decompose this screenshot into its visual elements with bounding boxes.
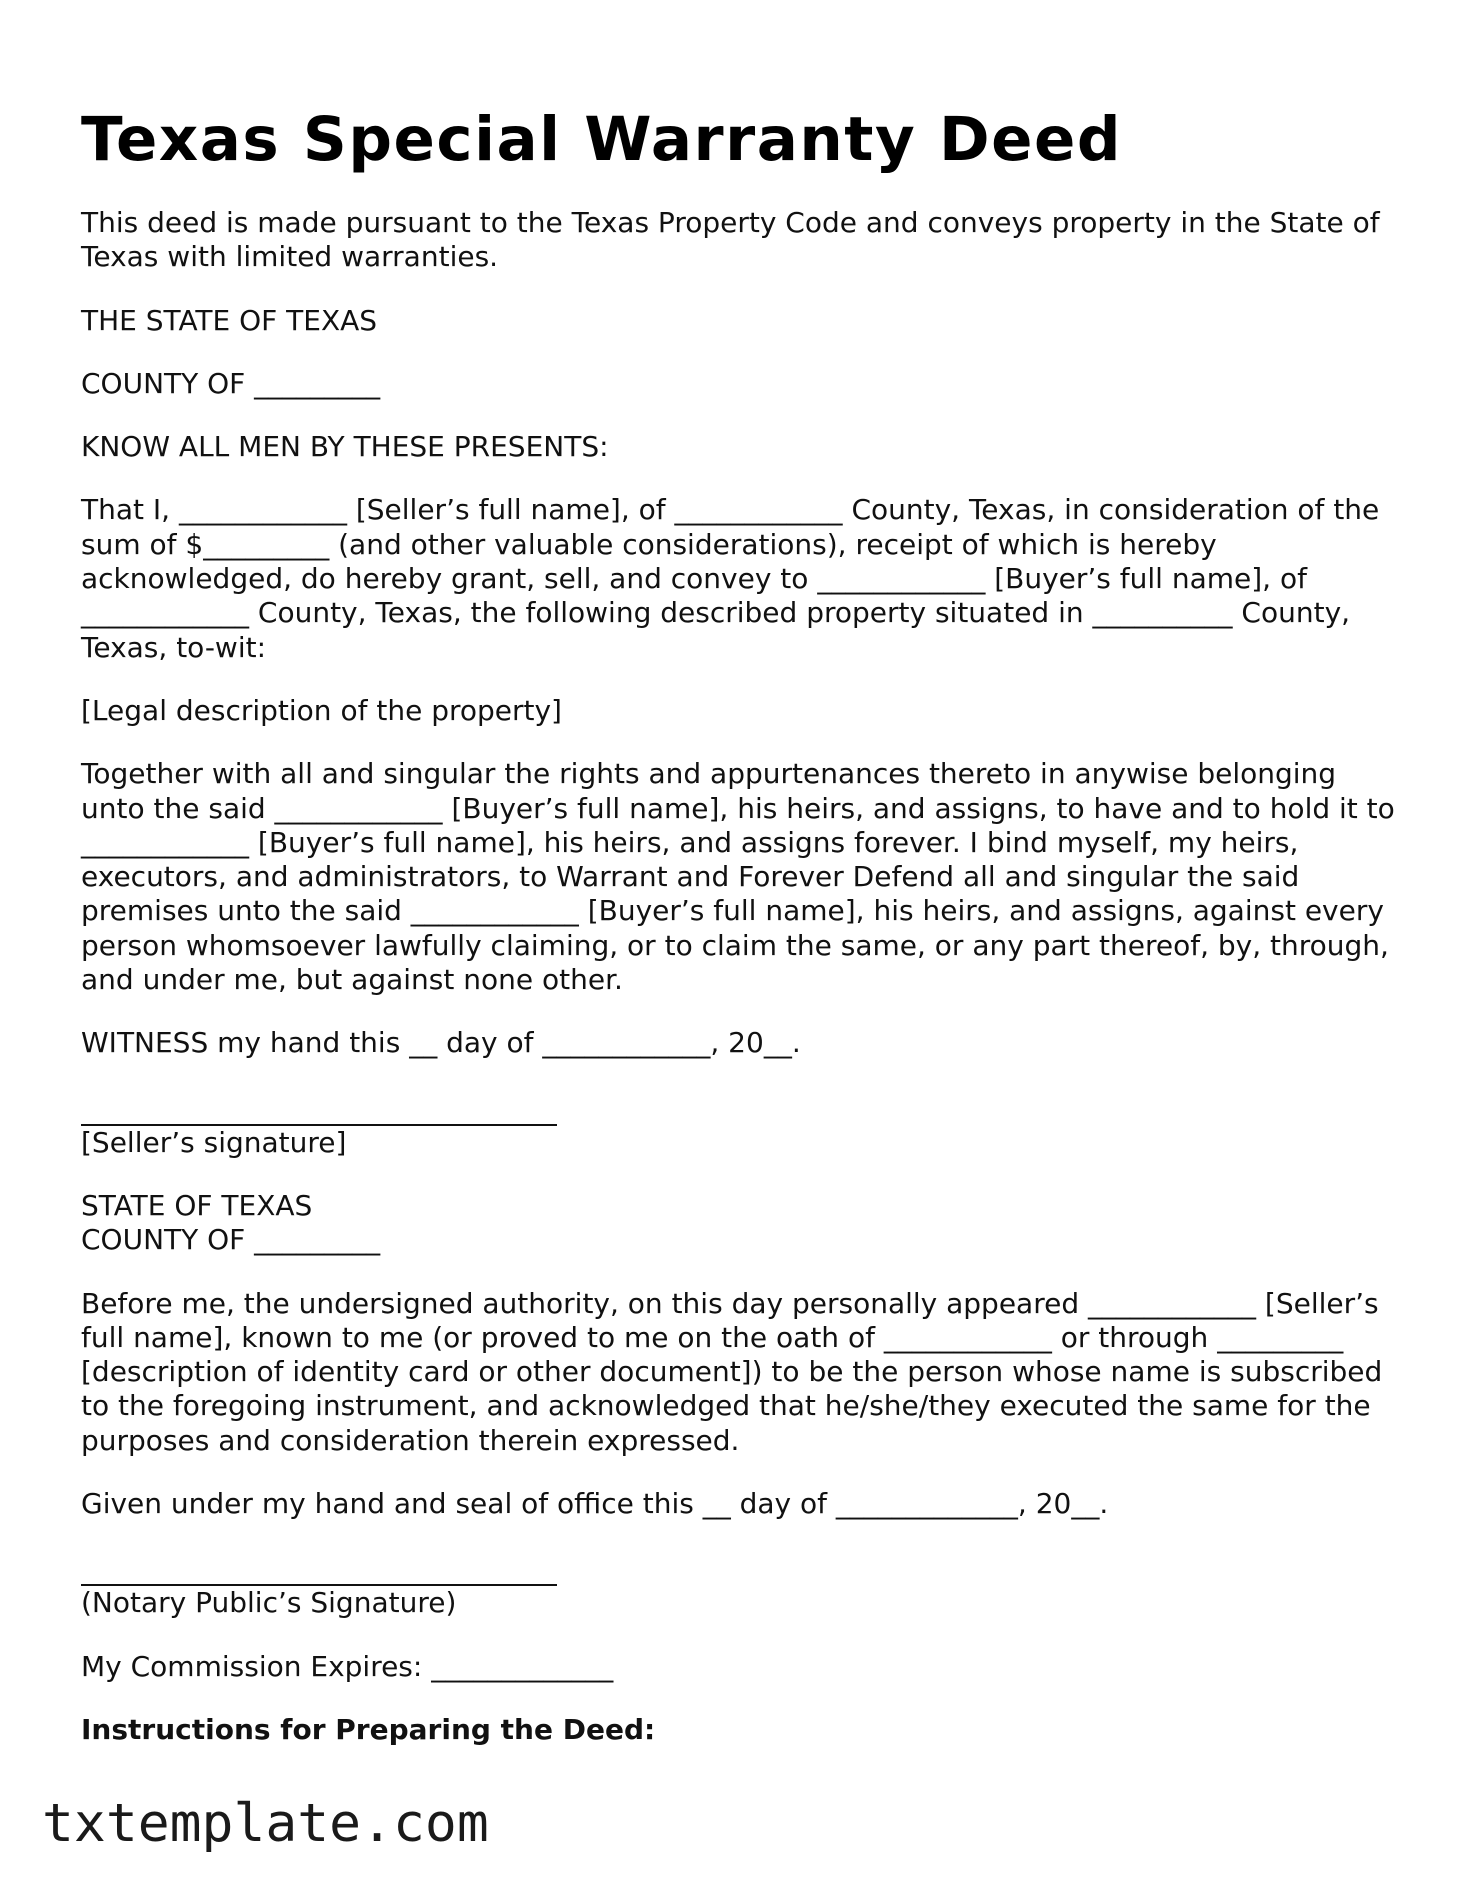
legal-description: [Legal description of the property] [81,693,562,727]
ack-state: STATE OF TEXAS [81,1188,313,1222]
seller-signature-block [81,1124,1401,1160]
given-under-line: Given under my hand and seal of office this __ day of _____________, 20__. [81,1487,1109,1521]
commission-expires-line: My Commission Expires: _____________ [81,1649,614,1683]
habendum-paragraph: Together with all and singular the rights and appurtenances thereto in anywise belonging unto the said ____________ [Buyer’s full name], his heirs, and assigns, to have and to hold it to ____________ [Buyer’s full name], his heirs, and assigns forever. I bind myself, my heirs, executors, and administrators, to Warrant and Forever Defend all and singular the said premises unto the said ____________ [Buyer’s full name], his heirs, and assigns, against every person whomsoever lawfully claiming, or to claim the same, or any part thereof, by, through, and under me, but against none other. [81,757,1404,997]
acknowledgment-paragraph: Before me, the undersigned authority, on this day personally appeared ____________ [Seller’s full name], known to me (or proved to me on the oath of ____________ or through _________ [description of identity card or other document]) to be the person whose name is subscribed to the foregoing instrument, and acknowledged that he/she/they executed the same for the purposes and consideration therein expressed. [81,1286,1392,1457]
know-all-men-line: KNOW ALL MEN BY THESE PRESENTS: [81,430,609,464]
witness-line: WITNESS my hand this __ day of ____________, 20__. [81,1026,801,1060]
instructions-heading: Instructions for Preparing the Deed: [81,1712,656,1746]
state-heading: THE STATE OF TEXAS [81,303,378,337]
seller-signature-label: [Seller’s signature] [81,1125,347,1159]
ack-county: COUNTY OF _________ [81,1223,381,1257]
notary-signature-block [81,1584,1401,1620]
conveyance-paragraph: That I, ____________ [Seller’s full name], of ____________ County, Texas, in consideration of the sum of $_________ (and other valuable considerations), receipt of which is hereby acknowledged, do hereby grant, sell, and convey to ____________ [Buyer’s full name], of ____________ County, Texas, the following described property situated in __________ County, Texas, to-wit: [81,493,1389,664]
deed-page [81,100,1404,1747]
intro-paragraph: This deed is made pursuant to the Texas Property Code and conveys property in the State of Texas with limited warranties. [81,206,1389,274]
watermark-brand: txtemplate.com [42,1793,489,1854]
notary-signature-label: (Notary Public’s Signature) [81,1586,457,1620]
document-title: Texas Special Warranty Deed [81,104,1123,175]
county-line: COUNTY OF _________ [81,366,381,400]
